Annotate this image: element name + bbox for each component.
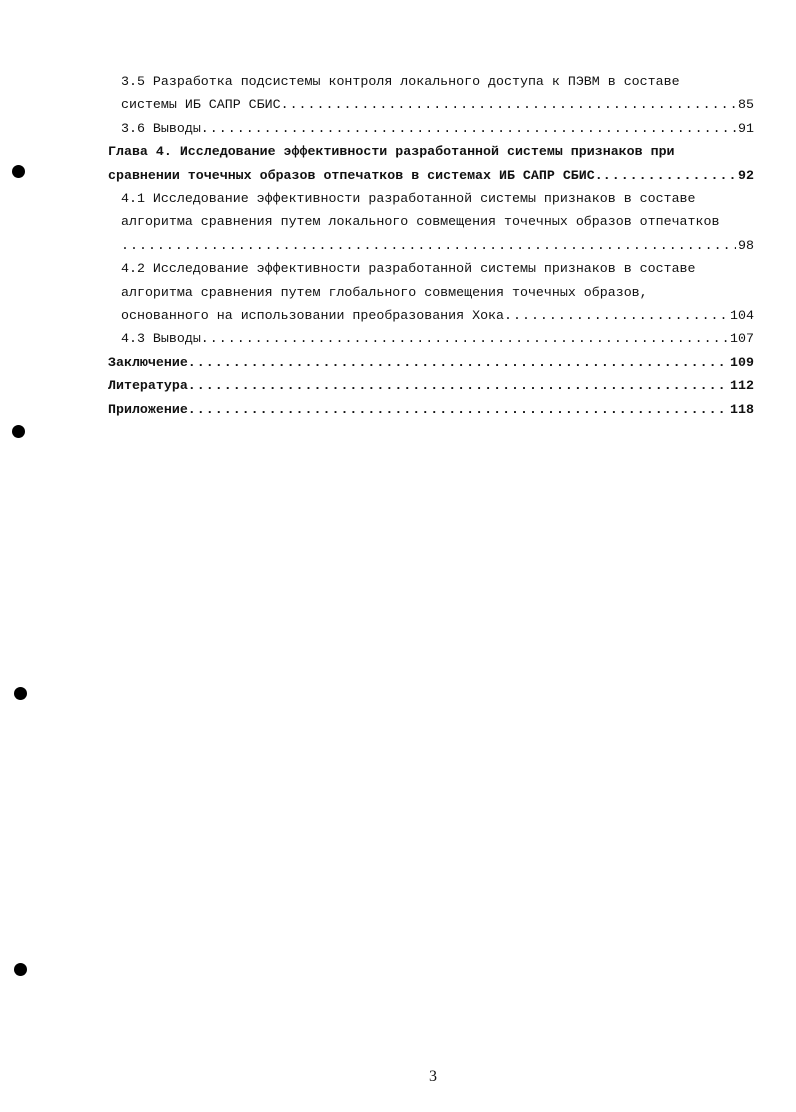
toc-entry-text: 3.5 Разработка подсистемы контроля локального доступа к ПЭВМ в составе bbox=[121, 74, 680, 89]
dot-leader bbox=[188, 398, 728, 421]
dot-leader bbox=[603, 164, 736, 187]
toc-page-number: 104 bbox=[730, 308, 754, 324]
page-number: 3 bbox=[429, 1068, 437, 1085]
table-of-contents bbox=[108, 70, 754, 421]
toc-entry-3-6 bbox=[108, 117, 754, 140]
toc-entry-text: 4.2 Исследование эффективности разработанной системы признаков в составе bbox=[121, 261, 696, 277]
dot-leader bbox=[504, 304, 728, 327]
toc-entry-text: Приложение bbox=[108, 401, 188, 417]
toc-entry-4-2 bbox=[108, 257, 754, 327]
toc-page-number: 91 bbox=[738, 120, 754, 136]
dot-leader bbox=[281, 93, 736, 116]
toc-entry-text: основанного на использовании преобразования Хока bbox=[121, 308, 505, 324]
toc-entry-4-1 bbox=[108, 187, 754, 257]
toc-entry-text: Глава 4. Исследование эффективности разработанной системы признаков при bbox=[108, 144, 675, 160]
toc-page-number: 112 bbox=[730, 378, 754, 394]
punch-hole bbox=[12, 165, 25, 178]
toc-entry-3-5 bbox=[108, 70, 754, 117]
toc-entry-text: сравнении точечных образов отпечатков в системах ИБ САПР СБИС. bbox=[108, 167, 603, 183]
dot-leader bbox=[201, 327, 728, 350]
toc-page-number: 109 bbox=[730, 354, 754, 370]
toc-entry-text: 4.3 Выводы bbox=[121, 331, 201, 347]
toc-page-number: 85 bbox=[738, 97, 754, 113]
toc-entry-text: системы ИБ САПР СБИС bbox=[121, 97, 281, 113]
dot-leader bbox=[188, 374, 728, 397]
toc-entry-chapter-4 bbox=[108, 140, 754, 187]
toc-entry-text: Литература bbox=[108, 378, 188, 394]
punch-hole bbox=[14, 963, 27, 976]
punch-hole bbox=[14, 687, 27, 700]
toc-page-number: 107 bbox=[730, 331, 754, 347]
punch-hole bbox=[12, 425, 25, 438]
toc-entry-text: алгоритма сравнения путем глобального совмещения точечных образов, bbox=[121, 284, 648, 300]
toc-entry-appendix bbox=[108, 398, 754, 421]
toc-entry-text: 4.1 Исследование эффективности разработанной системы признаков в составе bbox=[121, 191, 696, 207]
toc-entry-text: алгоритма сравнения путем локального совмещения точечных образов отпечатков bbox=[121, 214, 720, 230]
toc-entry-4-3 bbox=[108, 327, 754, 350]
toc-page-number: 98 bbox=[738, 237, 754, 253]
dot-leader bbox=[121, 234, 736, 257]
toc-page-number: 92 bbox=[738, 167, 754, 183]
dot-leader bbox=[188, 351, 728, 374]
toc-entry-text: Заключение bbox=[108, 354, 188, 370]
toc-page-number: 118 bbox=[730, 401, 754, 417]
toc-entry-text: 3.6 Выводы bbox=[121, 120, 201, 136]
toc-entry-conclusion bbox=[108, 351, 754, 374]
dot-leader bbox=[201, 117, 736, 140]
toc-entry-literature bbox=[108, 374, 754, 397]
